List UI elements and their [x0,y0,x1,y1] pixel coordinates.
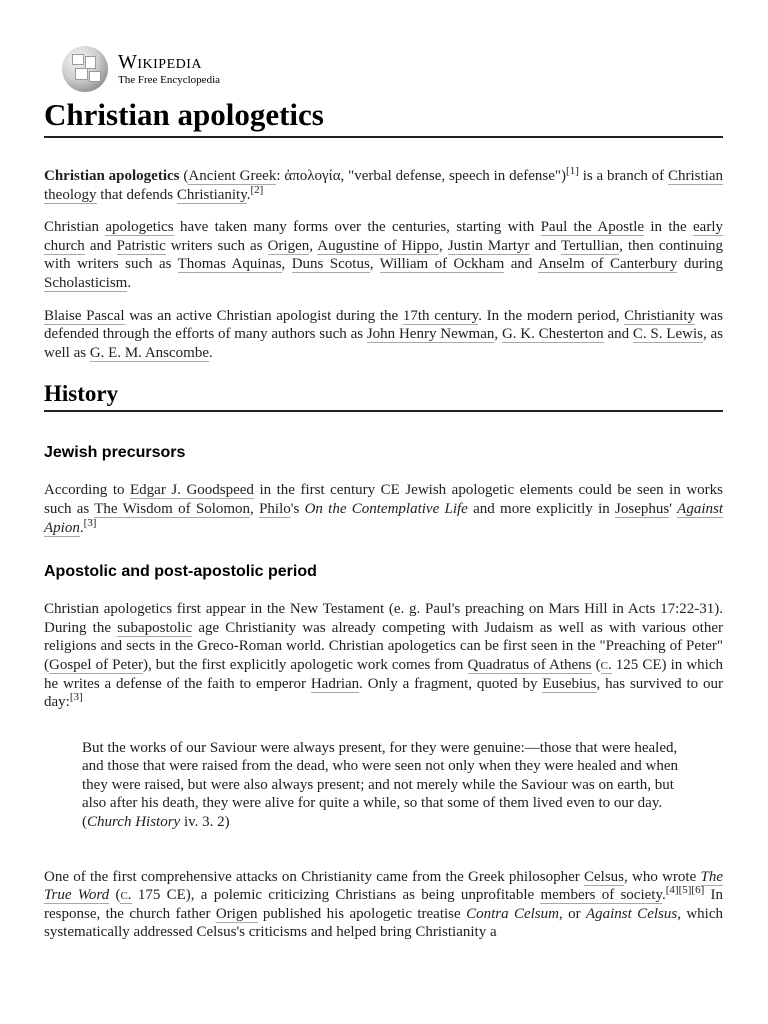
subsection-heading-jewish-precursors: Jewish precursors [44,444,186,462]
link-origen[interactable]: Origen [267,237,310,254]
link-thomas-aquinas[interactable]: Thomas Aquinas [177,256,282,273]
link-ancient-greek[interactable]: Ancient Greek [188,168,277,184]
site-name: Wikipedia [118,51,203,73]
link-eusebius[interactable]: Eusebius [542,675,597,692]
link-anscombe[interactable]: G. E. M. Anscombe [89,344,209,361]
link-cs-lewis[interactable]: C. S. Lewis [632,326,703,343]
link-john-henry-newman[interactable]: John Henry Newman [366,326,495,343]
link-origen-2[interactable]: Origen [215,905,258,922]
citation-3[interactable]: [3] [83,516,97,529]
link-gospel-of-peter[interactable]: Gospel of Peter [49,656,143,673]
citation-1[interactable]: [1] [566,165,579,177]
page-title: Christian apologetics [44,96,723,138]
subsection-heading-apostolic: Apostolic and post-apostolic period [44,563,317,581]
link-tertullian[interactable]: Tertullian [561,237,620,254]
citation-4-5-6[interactable]: [4][5][6] [665,884,705,897]
link-christian-theology[interactable]: Christian theology [44,168,724,203]
apostolic-paragraph: Christian apologetics first appear in the New Testament (e. g. Paul's preaching on Mars Hill in Acts 17:22-31). During the subapostolic age Christianity was already competing with Judaism as well as with various other religions and sects in the Greco-Roman world. Christian apologetics can be first seen in the "Preaching of Peter" (Gospel of Peter), but the first explicitly apologetic work comes from Quadratus of Athens (c. 125 CE) in which he writes a defense of the faith to emperor Hadrian. Only a fragment, quoted by Eusebius, has survived to our day:[3] [44,601,724,711]
link-apologetics[interactable]: apologetics [105,219,174,236]
link-christianity-2[interactable]: Christianity [624,307,695,324]
overview-paragraph: Christian apologetics have taken many forms over the centuries, starting with Paul the Apostle in the early church and Patristic writers such as Origen, Augustine of Hippo, Justin Martyr and Tertullian, then continuing with writers such as Thomas Aquinas, Duns Scotus, William of Ockham and Anselm of Canterbury during Scholasticism. [44,219,723,291]
citation-2[interactable]: [2] [250,183,264,196]
link-anselm[interactable]: Anselm of Canterbury [537,256,678,273]
link-the-true-word[interactable]: The True Word [44,868,723,904]
link-hadrian[interactable]: Hadrian [310,675,360,692]
link-paul-the-apostle[interactable]: Paul the Apostle [540,219,645,236]
link-circa[interactable]: c. [600,656,612,673]
quadratus-quote: But the works of our Saviour were always present, for they were genuine:—those that were healed, and those that were raised from the dead, who were seen not only when they were healed and when they were raised, but were also always present; and not merely while the Saviour was on earth, but also after his death, they were alive for quite a while, so that some of them lived even to our day. (Church History iv. 3. 2) [82,739,679,831]
link-philo[interactable]: Philo [259,500,291,517]
intro-paragraph: Christian apologetics (Ancient Greek: ἀπολογία, "verbal defense, speech in defense")[1] is a branch of Christian theology that defends Christianity.[2] [44,165,724,203]
link-patristic[interactable]: Patristic [116,237,166,254]
wikipedia-logo[interactable] [44,44,723,94]
celsus-paragraph: One of the first comprehensive attacks on Christianity came from the Greek philosopher Celsus, who wrote The True Word (c. 175 CE), a polemic criticizing Christians as being unprofitable members of society.[4][5][6] In response, the church father Origen published his apologetic treatise Contra Celsum, or Against Celsus, which systematically addressed Celsus's criticisms and helped bring Christianity a [44,868,724,941]
link-augustine[interactable]: Augustine of Hippo [317,237,439,254]
link-josephus[interactable]: Josephus [615,500,670,517]
intro-term: Christian apologetics [44,168,180,184]
link-chesterton[interactable]: G. K. Chesterton [501,326,604,343]
link-william-of-ockham[interactable]: William of Ockham [379,256,505,273]
link-circa-2[interactable]: c. [120,887,132,904]
section-heading-history: History [44,380,723,412]
citation-3b[interactable]: [3] [69,691,83,704]
link-early-church[interactable]: early church [44,219,723,254]
link-christianity[interactable]: Christianity [176,186,247,203]
modern-paragraph: Blaise Pascal was an active Christian apologist during the 17th century. In the modern period, Christianity was defended through the efforts of many authors such as John Henry Newman, G. K. Chesterton and C. S. Lewis, as well as G. E. M. Anscombe. [44,307,724,361]
link-blaise-pascal[interactable]: Blaise Pascal [44,307,125,324]
link-quadratus[interactable]: Quadratus of Athens [467,656,592,673]
link-goodspeed[interactable]: Edgar J. Goodspeed [130,482,254,499]
link-justin-martyr[interactable]: Justin Martyr [447,237,530,254]
wikipedia-wordmark [118,52,220,86]
link-against-apion[interactable]: Against Apion [44,500,724,536]
link-duns-scotus[interactable]: Duns Scotus [291,256,370,273]
site-tagline: The Free Encyclopedia [118,74,221,86]
link-celsus[interactable]: Celsus [584,868,625,885]
link-scholasticism[interactable]: Scholasticism [44,274,128,291]
link-wisdom-of-solomon[interactable]: The Wisdom of Solomon [94,500,251,517]
link-subapostolic[interactable]: subapostolic [117,619,193,636]
link-members-of-society[interactable]: members of society [540,887,662,904]
wikipedia-globe-icon [62,46,108,92]
link-17th-century[interactable]: 17th century [402,307,479,324]
article-page [44,44,723,942]
jewish-precursors-paragraph: According to Edgar J. Goodspeed in the first century CE Jewish apologetic elements could be seen in works such as The Wisdom of Solomon, Philo's On the Contemplative Life and more explicitly in Josephus' Against Apion.[3] [44,482,724,536]
